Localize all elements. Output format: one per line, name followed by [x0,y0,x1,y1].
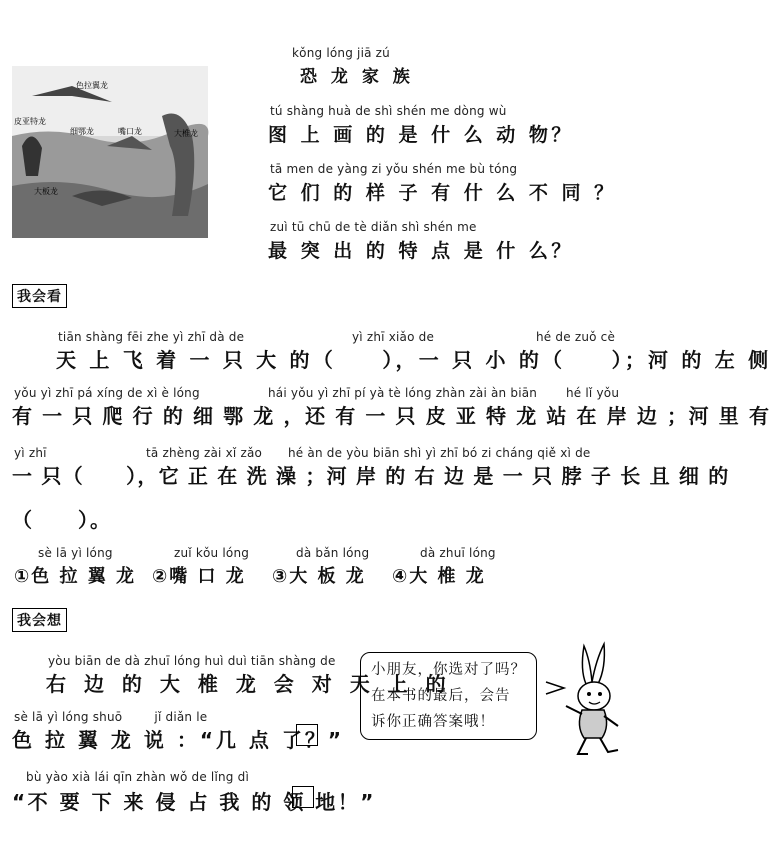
look-line-3-pinyin-a: yì zhī [14,446,47,460]
answer-box-2[interactable] [292,786,314,808]
question-1-pinyin: tú shàng huà de shì shén me dòng wù [270,104,507,118]
page-title: 恐 龙 家 族 [300,67,414,87]
look-line-1-pinyin-c: hé de zuǒ cè [536,330,616,344]
look-line-2-pinyin-c: hé lǐ yǒu [566,386,620,400]
option-1-pinyin: sè lā yì lóng [38,546,113,560]
question-3: 最 突 出 的 特 点 是 什 么？ [268,240,574,262]
look-line-2-pinyin-b: hái yǒu yì zhī pí yà tè lóng zhàn zài àn biān [268,386,538,400]
question-2-pinyin: tā men de yàng zi yǒu shén me bù tóng [270,162,518,176]
answer-box-1[interactable] [296,724,318,746]
think-line-1: 右 边 的 大 椎 龙 会 对 天 上 的 [46,672,452,696]
look-line-3-pinyin-b: tā zhèng zài xǐ zǎo [146,446,263,460]
option-3-pinyin: dà bǎn lóng [296,546,370,560]
question-3-pinyin: zuì tū chū de tè diǎn shì shén me [270,220,477,234]
section-look-label: 我会看 [12,284,67,308]
bubble-line-2: 在本书的最后，会告 [371,688,511,704]
option-4[interactable]: ④大 椎 龙 [392,566,486,587]
think-line-3: “不 要 下 来 侵 占 我 的 领 地！” [12,790,376,814]
bubble-line-3: 诉你正确答案哦！ [371,714,495,730]
think-line-2: 色 拉 翼 龙 说 ：“几 点 了？” [12,728,345,752]
look-line-3: 一 只（ ），它 正 在 洗 澡 ；河 岸 的 右 边 是 一 只 脖 子 长 且 细 的 [12,464,730,488]
label-dazhui: 大椎龙 [174,129,198,138]
label-xie: 细鄂龙 [70,127,94,136]
question-2: 它 们 的 样 子 有 什 么 不 同 ？ [268,182,617,204]
option-4-pinyin: dà zhuī lóng [420,546,496,560]
option-2-pinyin: zuǐ kǒu lóng [174,546,250,560]
think-line-3-pinyin: bù yào xià lái qīn zhàn wǒ de lǐng dì [26,770,249,784]
speech-bubble [360,652,537,740]
look-line-1: 天 上 飞 着 一 只 大 的（ ），一 只 小 的（ ）；河 的 左 侧 [56,348,771,372]
label-daban: 大板龙 [34,187,58,196]
look-line-4: （ ）。 [12,508,112,532]
title-pinyin: kǒng lóng jiā zú [292,46,390,60]
label-zuikou: 嘴口龙 [118,127,142,136]
rabbit-mascot-icon [556,640,626,760]
look-line-1-pinyin-b: yì zhī xiǎo de [352,330,435,344]
think-line-2-pinyin: sè lā yì lóng shuō jǐ diǎn le [14,710,208,724]
dinosaur-illustration [12,66,208,238]
look-line-3-pinyin-c: hé àn de yòu biān shì yì zhī bó zi cháng qiě xì de [288,446,591,460]
look-line-2-pinyin-a: yǒu yì zhī pá xíng de xì è lóng [14,386,200,400]
think-line-1-pinyin: yòu biān de dà zhuī lóng huì duì tiān shàng de [48,654,336,668]
option-1[interactable]: ①色 拉 翼 龙 [14,566,137,587]
section-think-label: 我会想 [12,608,67,632]
question-1: 图 上 画 的 是 什 么 动 物？ [268,124,574,146]
label-serat: 色拉翼龙 [76,81,108,90]
look-line-1-pinyin-a: tiān shàng fēi zhe yì zhī dà de [58,330,245,344]
look-line-2: 有 一 只 爬 行 的 细 鄂 龙 ，还 有 一 只 皮 亚 特 龙 站 在 岸 边 ；河 里 有 [12,404,771,428]
option-2[interactable]: ②嘴 口 龙 [152,566,246,587]
option-3[interactable]: ③大 板 龙 [272,566,366,587]
bubble-line-1: 小朋友，你选对了吗？ [371,662,526,678]
label-piyate: 皮亚特龙 [14,117,46,126]
